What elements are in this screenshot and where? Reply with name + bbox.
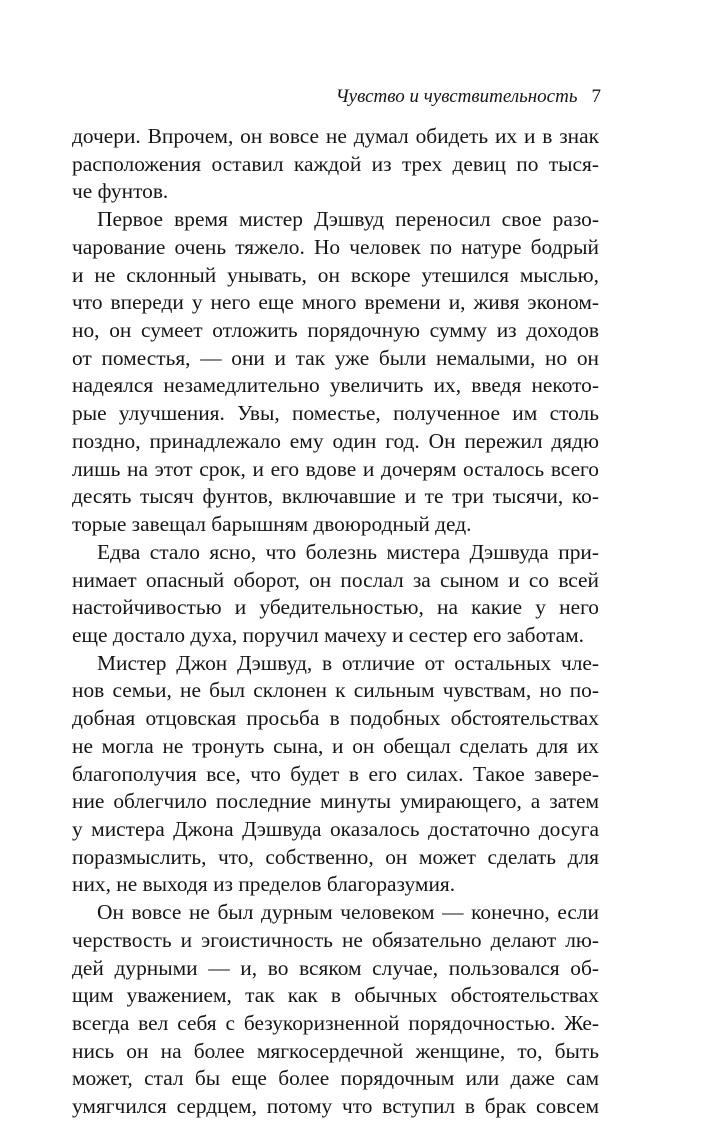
text-line: нимает опасный оборот, он послал за сыном и со всей [72,567,599,592]
text-line: расположения оставил каждой из трех девиц по тыся- [72,151,599,176]
text-line: еще достало духа, поручил мачеху и сестер его заботам. [72,622,584,647]
text-line: Он вовсе не был дурным человеком — конечно, если [97,900,599,925]
text-line: дей дурными — и, во всяком случае, пользовался об- [72,955,599,980]
running-head [336,86,601,108]
text-line: десять тысяч фунтов, включавшие и те три тысячи, ко- [72,484,599,509]
text-line: всегда вел себя с безукоризненной порядочностью. Же- [72,1011,599,1035]
text-line: что впереди у него еще много времени и, живя эконом- [72,290,599,315]
body-text [72,123,599,1121]
text-line: лишь на этот срок, и его вдове и дочерям осталось всего [72,456,599,481]
text-line: поздно, принадлежало ему один год. Он пережил дядю [72,428,599,453]
text-line: умягчился сердцем, потому что вступил в брак совсем [72,1094,599,1119]
text-line: щим уважением, так как в обычных обстоятельствах [72,983,599,1008]
text-line: и не склонный унывать, он вскоре утешился мыслью, [72,262,599,287]
text-line: от поместья, — они и так уже были немалыми, но он [72,345,599,370]
text-line: нов семьи, не был склонен к сильным чувствам, но по- [72,678,599,703]
text-line: не могла не тронуть сына, и он обещал сделать для их [72,733,599,758]
text-line: Едва стало ясно, что болезнь мистера Дэшвуда при- [97,539,599,564]
text-line: чарование очень тяжело. Но человек по натуре бодрый [72,234,599,259]
text-line: дочери. Впрочем, он вовсе не думал обидеть их и в знак [72,124,599,148]
page-number: 7 [591,86,601,107]
text-line: надеялся незамедлительно увеличить их, введя некото- [72,373,599,398]
text-line: Первое время мистер Дэшвуд переносил свое разо- [97,207,599,232]
text-line: рые улучшения. Увы, поместье, полученное им столь [72,401,599,426]
text-line: черствость и эгоистичность не обязательно делают лю- [72,927,599,952]
text-line: них, не выходя из пределов благоразумия. [72,872,456,897]
text-line: торые завещал барышням двоюродный дед. [72,512,472,537]
text-line: благополучия все, что будет в его силах. Такое завере- [72,761,599,786]
text-line: добная отцовская просьба в подобных обстоятельствах [72,706,599,731]
text-line: че фунтов. [72,179,169,204]
text-line: настойчивостью и убедительностью, на какие у него [72,595,599,620]
text-line: нись он на более мягкосердечной женщине, то, быть [72,1038,599,1063]
text-line: поразмыслить, что, собственно, он может сделать для [72,844,599,869]
text-line: но, он сумеет отложить порядочную сумму из доходов [72,318,599,343]
text-line: может, стал бы еще более порядочным или даже сам [72,1066,599,1091]
text-line: у мистера Джона Дэшвуда оказалось достаточно досуга [72,816,599,841]
text-line: Мистер Джон Дэшвуд, в отличие от остальных чле- [97,650,599,675]
running-head-title: Чувство и чувствительность [335,86,578,107]
text-line: ние облегчило последние минуты умирающего, а затем [72,789,599,814]
